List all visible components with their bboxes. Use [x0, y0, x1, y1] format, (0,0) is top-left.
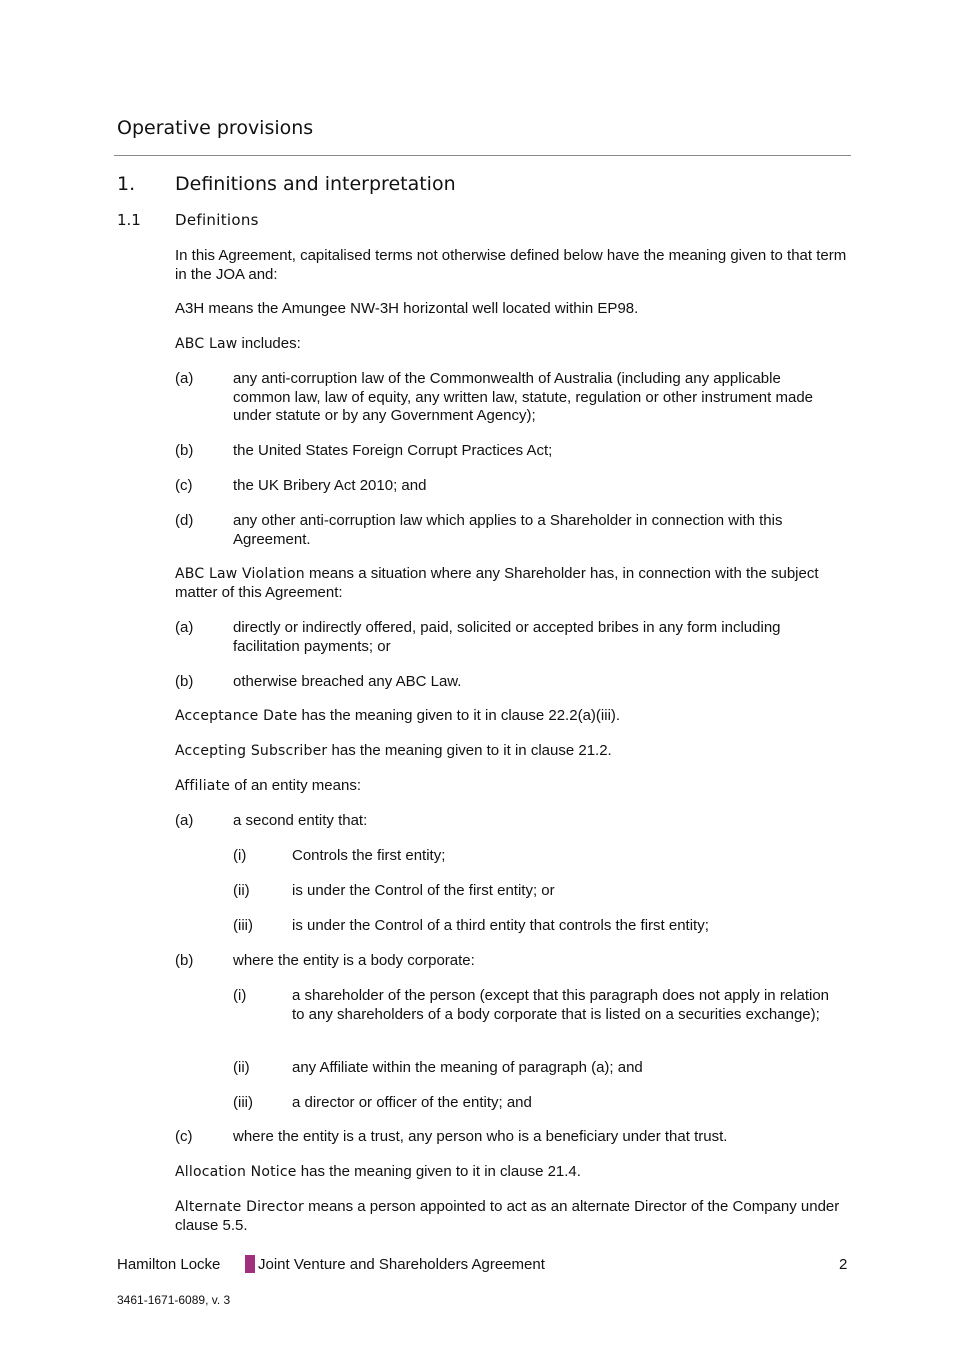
term-abc-law-violation: ABC Law Violation: [175, 566, 305, 582]
sublist-label: (i): [233, 847, 247, 864]
list-item: any anti-corruption law of the Commonwealth of Australia (including any applicable common law, law of equity, any written law, statute, regulation or other instrument made under statute or by any Government Agency);: [233, 370, 814, 425]
list-label: (b): [175, 952, 194, 969]
definition-accepting-subscriber: [175, 742, 847, 761]
term-allocation-notice: Allocation Notice: [175, 1164, 297, 1180]
definition-text: of an entity means:: [230, 777, 361, 794]
footer-accent-bar: [245, 1255, 255, 1273]
definition-affiliate: [175, 777, 847, 796]
sublist-item: is under the Control of a third entity that controls the first entity;: [292, 917, 709, 934]
term-abc-law: ABC Law: [175, 336, 238, 352]
sublist-label: (i): [233, 987, 247, 1004]
sublist-label: (ii): [233, 882, 250, 899]
footer-document-reference: 3461-1671-6089, v. 3: [117, 1293, 231, 1307]
intro-paragraph: In this Agreement, capitalised terms not otherwise defined below have the meaning given to that term in the JOA and:: [175, 247, 847, 283]
sublist-item: Controls the first entity;: [292, 847, 446, 864]
sublist-label: (iii): [233, 917, 253, 934]
sublist-item: any Affiliate within the meaning of paragraph (a); and: [292, 1059, 643, 1076]
definition-text: has the meaning given to it in clause 21.4.: [296, 1163, 581, 1180]
page-title: Operative provisions: [117, 117, 314, 139]
definition-acceptance-date: [175, 707, 847, 726]
list-label: (c): [175, 477, 193, 494]
sublist-label: (iii): [233, 1094, 253, 1111]
term-alternate-director: Alternate Director: [175, 1199, 304, 1215]
list-item: directly or indirectly offered, paid, solicited or accepted bribes in any form including facilitation payments; or: [233, 619, 781, 655]
list-label: (a): [175, 370, 194, 387]
list-item: where the entity is a body corporate:: [233, 952, 475, 969]
term-accepting-subscriber: Accepting Subscriber: [175, 743, 328, 759]
definition-alternate-director: [175, 1198, 847, 1235]
definition-abc-law: [175, 335, 847, 354]
term-affiliate: Affiliate: [175, 778, 231, 794]
list-label: (b): [175, 442, 194, 459]
footer-page-number: 2: [839, 1256, 848, 1273]
sublist-item: is under the Control of the first entity; or: [292, 882, 555, 899]
list-label: (a): [175, 619, 194, 636]
sublist-item: a director or officer of the entity; and: [292, 1094, 532, 1111]
sublist-item: a shareholder of the person (except that this paragraph does not apply in relation to any shareholders of a body corporate that is listed on a securities exchange);: [292, 987, 830, 1023]
definition-allocation-notice: [175, 1163, 847, 1182]
list-item: the United States Foreign Corrupt Practices Act;: [233, 442, 553, 459]
definition-text: means a person appointed to act as an alternate Director of the Company under clause 5.5.: [175, 1198, 840, 1234]
section-title: Definitions and interpretation: [175, 173, 456, 195]
list-label: (c): [175, 1128, 193, 1145]
definition-text: has the meaning given to it in clause 22.2(a)(iii).: [297, 707, 621, 724]
definition-text: means a situation where any Shareholder has, in connection with the subject matter of this Agreement:: [175, 565, 819, 601]
list-item: the UK Bribery Act 2010; and: [233, 477, 427, 494]
list-item: a second entity that:: [233, 812, 368, 829]
footer-firm-name: Hamilton Locke: [117, 1256, 221, 1273]
sublist-label: (ii): [233, 1059, 250, 1076]
definition-a3h: A3H means the Amungee NW-3H horizontal well located within EP98.: [175, 300, 639, 317]
definition-text: has the meaning given to it in clause 21.2.: [327, 742, 612, 759]
list-label: (b): [175, 673, 194, 690]
subsection-title: Definitions: [175, 211, 259, 229]
definition-abc-law-violation: [175, 565, 847, 602]
list-item: any other anti-corruption law which applies to a Shareholder in connection with this Agreement.: [233, 512, 783, 548]
list-item: otherwise breached any ABC Law.: [233, 673, 462, 690]
section-number: 1.: [117, 173, 136, 195]
list-label: (a): [175, 812, 194, 829]
definition-text: includes:: [237, 335, 301, 352]
list-label: (d): [175, 512, 194, 529]
heading-divider: [114, 155, 851, 156]
subsection-number: 1.1: [117, 211, 141, 229]
list-item: where the entity is a trust, any person who is a beneficiary under that trust.: [233, 1128, 728, 1145]
footer-document-title: Joint Venture and Shareholders Agreement: [258, 1256, 545, 1273]
term-acceptance-date: Acceptance Date: [175, 708, 298, 724]
